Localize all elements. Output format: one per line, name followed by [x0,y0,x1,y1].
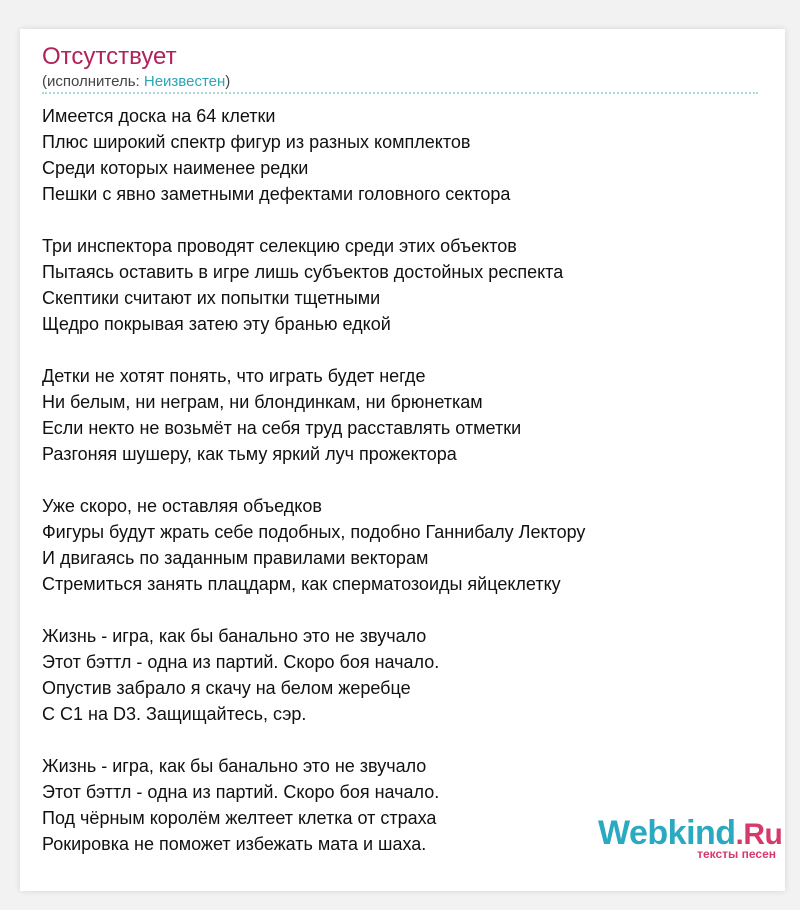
lyric-line: Жизнь - игра, как бы банально это не звучало [42,626,427,646]
lyric-line: Три инспектора проводят селекцию среди этих объектов [42,236,517,256]
lyric-line: Ни белым, ни неграм, ни блондинкам, ни брюнеткам [42,392,483,412]
lyric-line: Этот бэттл - одна из партий. Скоро боя начало. [42,782,440,802]
lyric-line: Если некто не возьмёт на себя труд расставлять отметки [42,418,522,438]
lyrics-card [20,29,785,891]
logo-tld: .Ru [735,818,783,851]
stanza [42,103,762,207]
logo-main-text: Webkind [598,814,736,852]
lyric-line: Фигуры будут жрать себе подобных, подобно Ганнибалу Лектору [42,522,586,542]
lyric-line: Этот бэттл - одна из партий. Скоро боя начало. [42,652,440,672]
lyric-line: Пытаясь оставить в игре лишь субъектов достойных респекта [42,262,564,282]
lyric-line: Пешки с явно заметными дефектами головного сектора [42,184,511,204]
lyric-line: Среди которых наименее редки [42,158,309,178]
lyric-line: Щедро покрывая затею эту бранью едкой [42,314,391,334]
lyrics-body [42,103,762,883]
stanza [42,623,762,727]
lyric-line: Под чёрным королём желтеет клетка от страха [42,808,437,828]
stanza [42,493,762,597]
lyric-line: Рокировка не поможет избежать мата и шаха. [42,834,427,854]
lyric-line: Имеется доска на 64 клетки [42,106,276,126]
lyric-line: Стремиться занять плацдарм, как сперматозоиды яйцеклетку [42,574,561,594]
lyric-line: С C1 на D3. Защищайтесь, сэр. [42,704,307,724]
lyric-line: Уже скоро, не оставляя объедков [42,496,322,516]
artist-line [42,72,230,92]
lyric-line: И двигаясь по заданным правилами векторам [42,548,429,568]
artist-link[interactable]: Неизвестен [143,73,226,90]
artist-prefix: (исполнитель: [42,73,144,90]
lyric-line: Детки не хотят понять, что играть будет негде [42,366,426,386]
lyric-line: Разгоняя шушеру, как тьму яркий луч прожектора [42,444,457,464]
lyric-line: Плюс широкий спектр фигур из разных комплектов [42,132,471,152]
lyric-line: Скептики считают их попытки тщетными [42,288,381,308]
artist-suffix: ) [225,73,231,90]
dotted-divider [42,92,758,94]
webkind-logo[interactable] [598,813,788,859]
song-title: Отсутствует [42,43,177,70]
lyric-line: Опустив забрало я скачу на белом жеребце [42,678,411,698]
lyric-line: Жизнь - игра, как бы банально это не звучало [42,756,427,776]
stanza [42,233,762,337]
stanza [42,363,762,467]
logo-tagline: тексты песен [697,847,776,861]
